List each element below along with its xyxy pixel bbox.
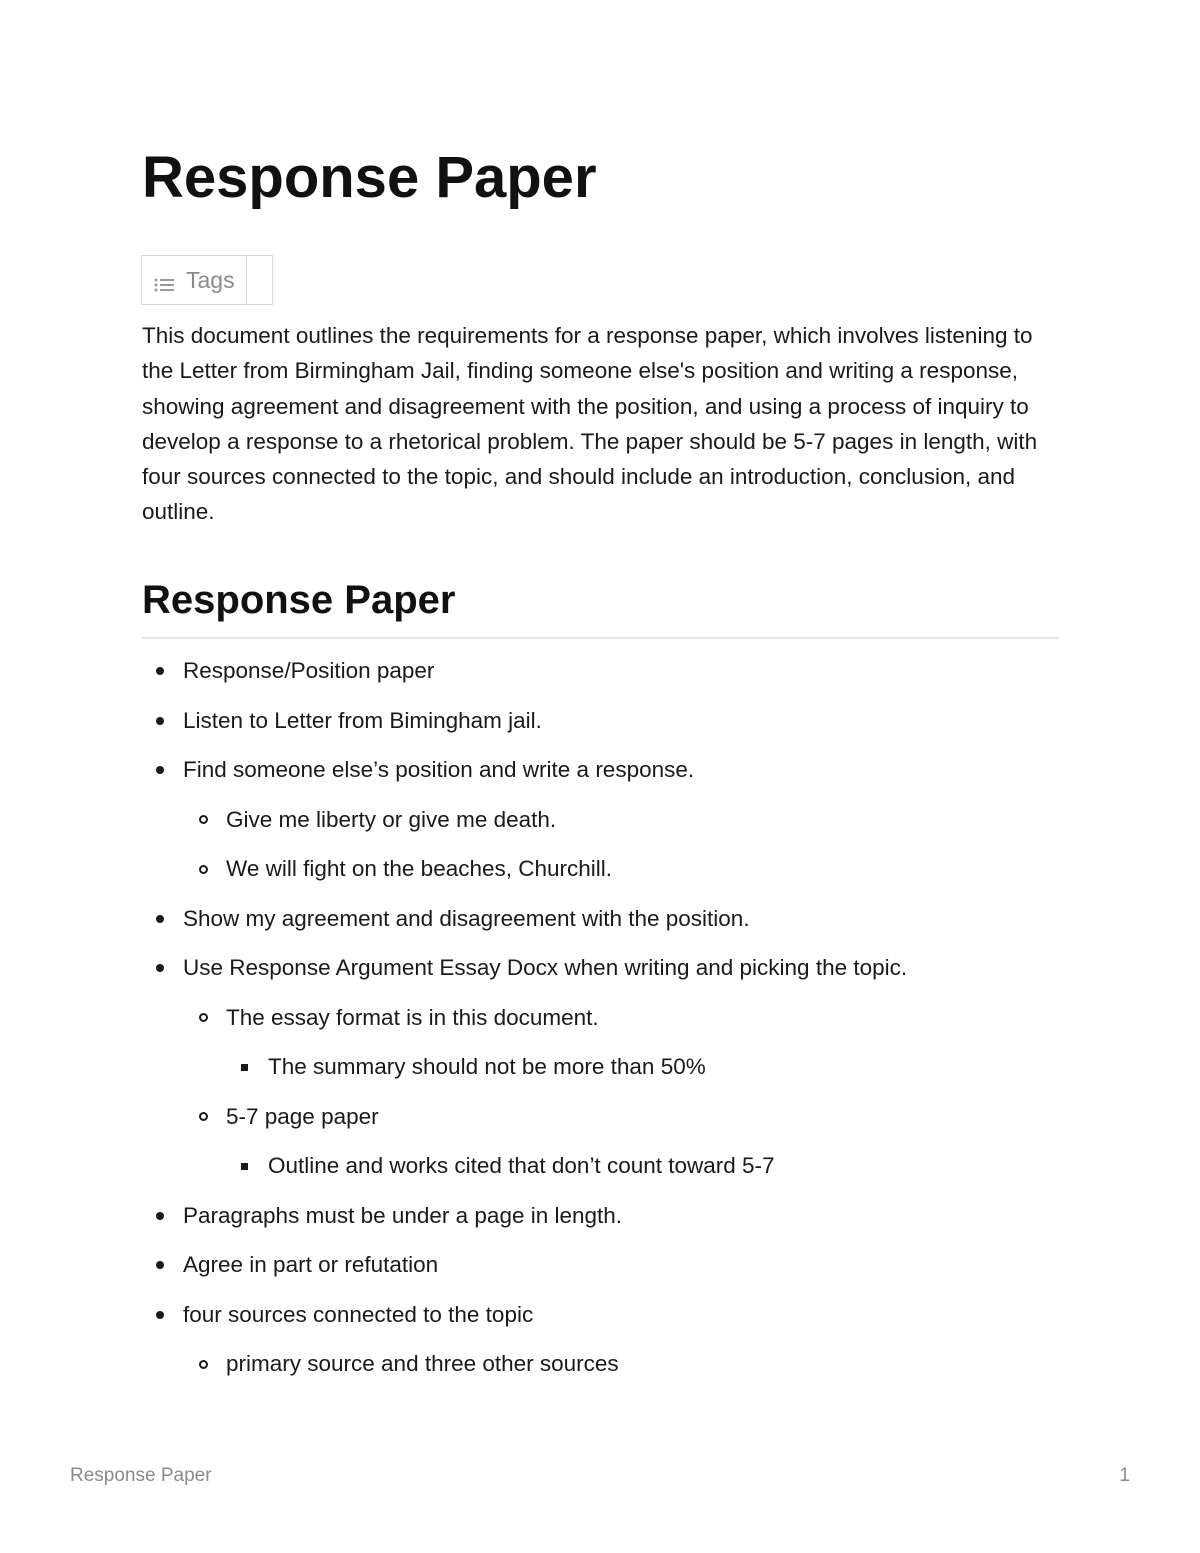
bullet-disc-icon [156,1311,164,1319]
list-item: Use Response Argument Essay Docx when writing and picking the topic. [183,955,908,980]
list-item: 5-7 page paper [226,1103,379,1129]
bullet-disc-icon [156,1212,164,1220]
bullet-disc-icon [156,1261,164,1269]
list-item: Find someone else’s position and write a response. [183,757,695,782]
bullet-circle-icon [199,1360,208,1369]
bullet-disc-icon [156,717,164,725]
bullet-circle-icon [199,1112,208,1121]
list-item: primary source and three other sources [226,1351,619,1376]
list-item: We will fight on the beaches, Churchill. [226,856,613,881]
bullet-circle-icon [199,815,208,824]
bullet-disc-icon [156,915,164,923]
list-item: The essay format is in this document. [226,1004,599,1030]
list-item: Listen to Letter from Bimingham jail. [183,707,542,733]
list-item: The summary should not be more than 50% [268,1054,706,1079]
list-item: Outline and works cited that don’t count toward 5-7 [268,1153,775,1178]
list-item: Agree in part or refutation [183,1252,439,1277]
bullet-square-icon [241,1163,248,1170]
document-summary: This document outlines the requirements for a response paper, which involves listening to the Letter from Birmingham Jail, finding someone else's position and writing a response, showing agreement and disagreement with the position, and using a process of inquiry to develop a response to a rhetorical problem. The paper should be 5-7 pages in length, with four sources connected to the topic, and should include an introduction, conclusion, and outline. [142,323,1038,525]
list-item: Give me liberty or give me death. [226,806,557,832]
list-icon [154,272,176,288]
list-item: Paragraphs must be under a page in length. [183,1202,623,1228]
section-divider [142,637,1059,639]
bullet-circle-icon [199,1013,208,1022]
bullet-disc-icon [156,667,164,675]
section-heading: Response Paper [142,578,456,622]
list-item: four sources connected to the topic [183,1301,534,1327]
list-item: Response/Position paper [183,658,435,683]
bullet-disc-icon [156,964,164,972]
list-item: Show my agreement and disagreement with the position. [183,905,750,931]
bullet-circle-icon [199,865,208,874]
bullet-square-icon [241,1064,248,1071]
footer-page-number: 1 [1119,1465,1130,1486]
page-title: Response Paper [142,145,597,210]
tags-value[interactable] [247,255,273,305]
bullet-disc-icon [156,766,164,774]
tags-property[interactable] [141,255,273,305]
footer-title: Response Paper [70,1465,212,1486]
tags-label: Tags [186,266,235,293]
tags-label-cell[interactable] [141,255,247,305]
